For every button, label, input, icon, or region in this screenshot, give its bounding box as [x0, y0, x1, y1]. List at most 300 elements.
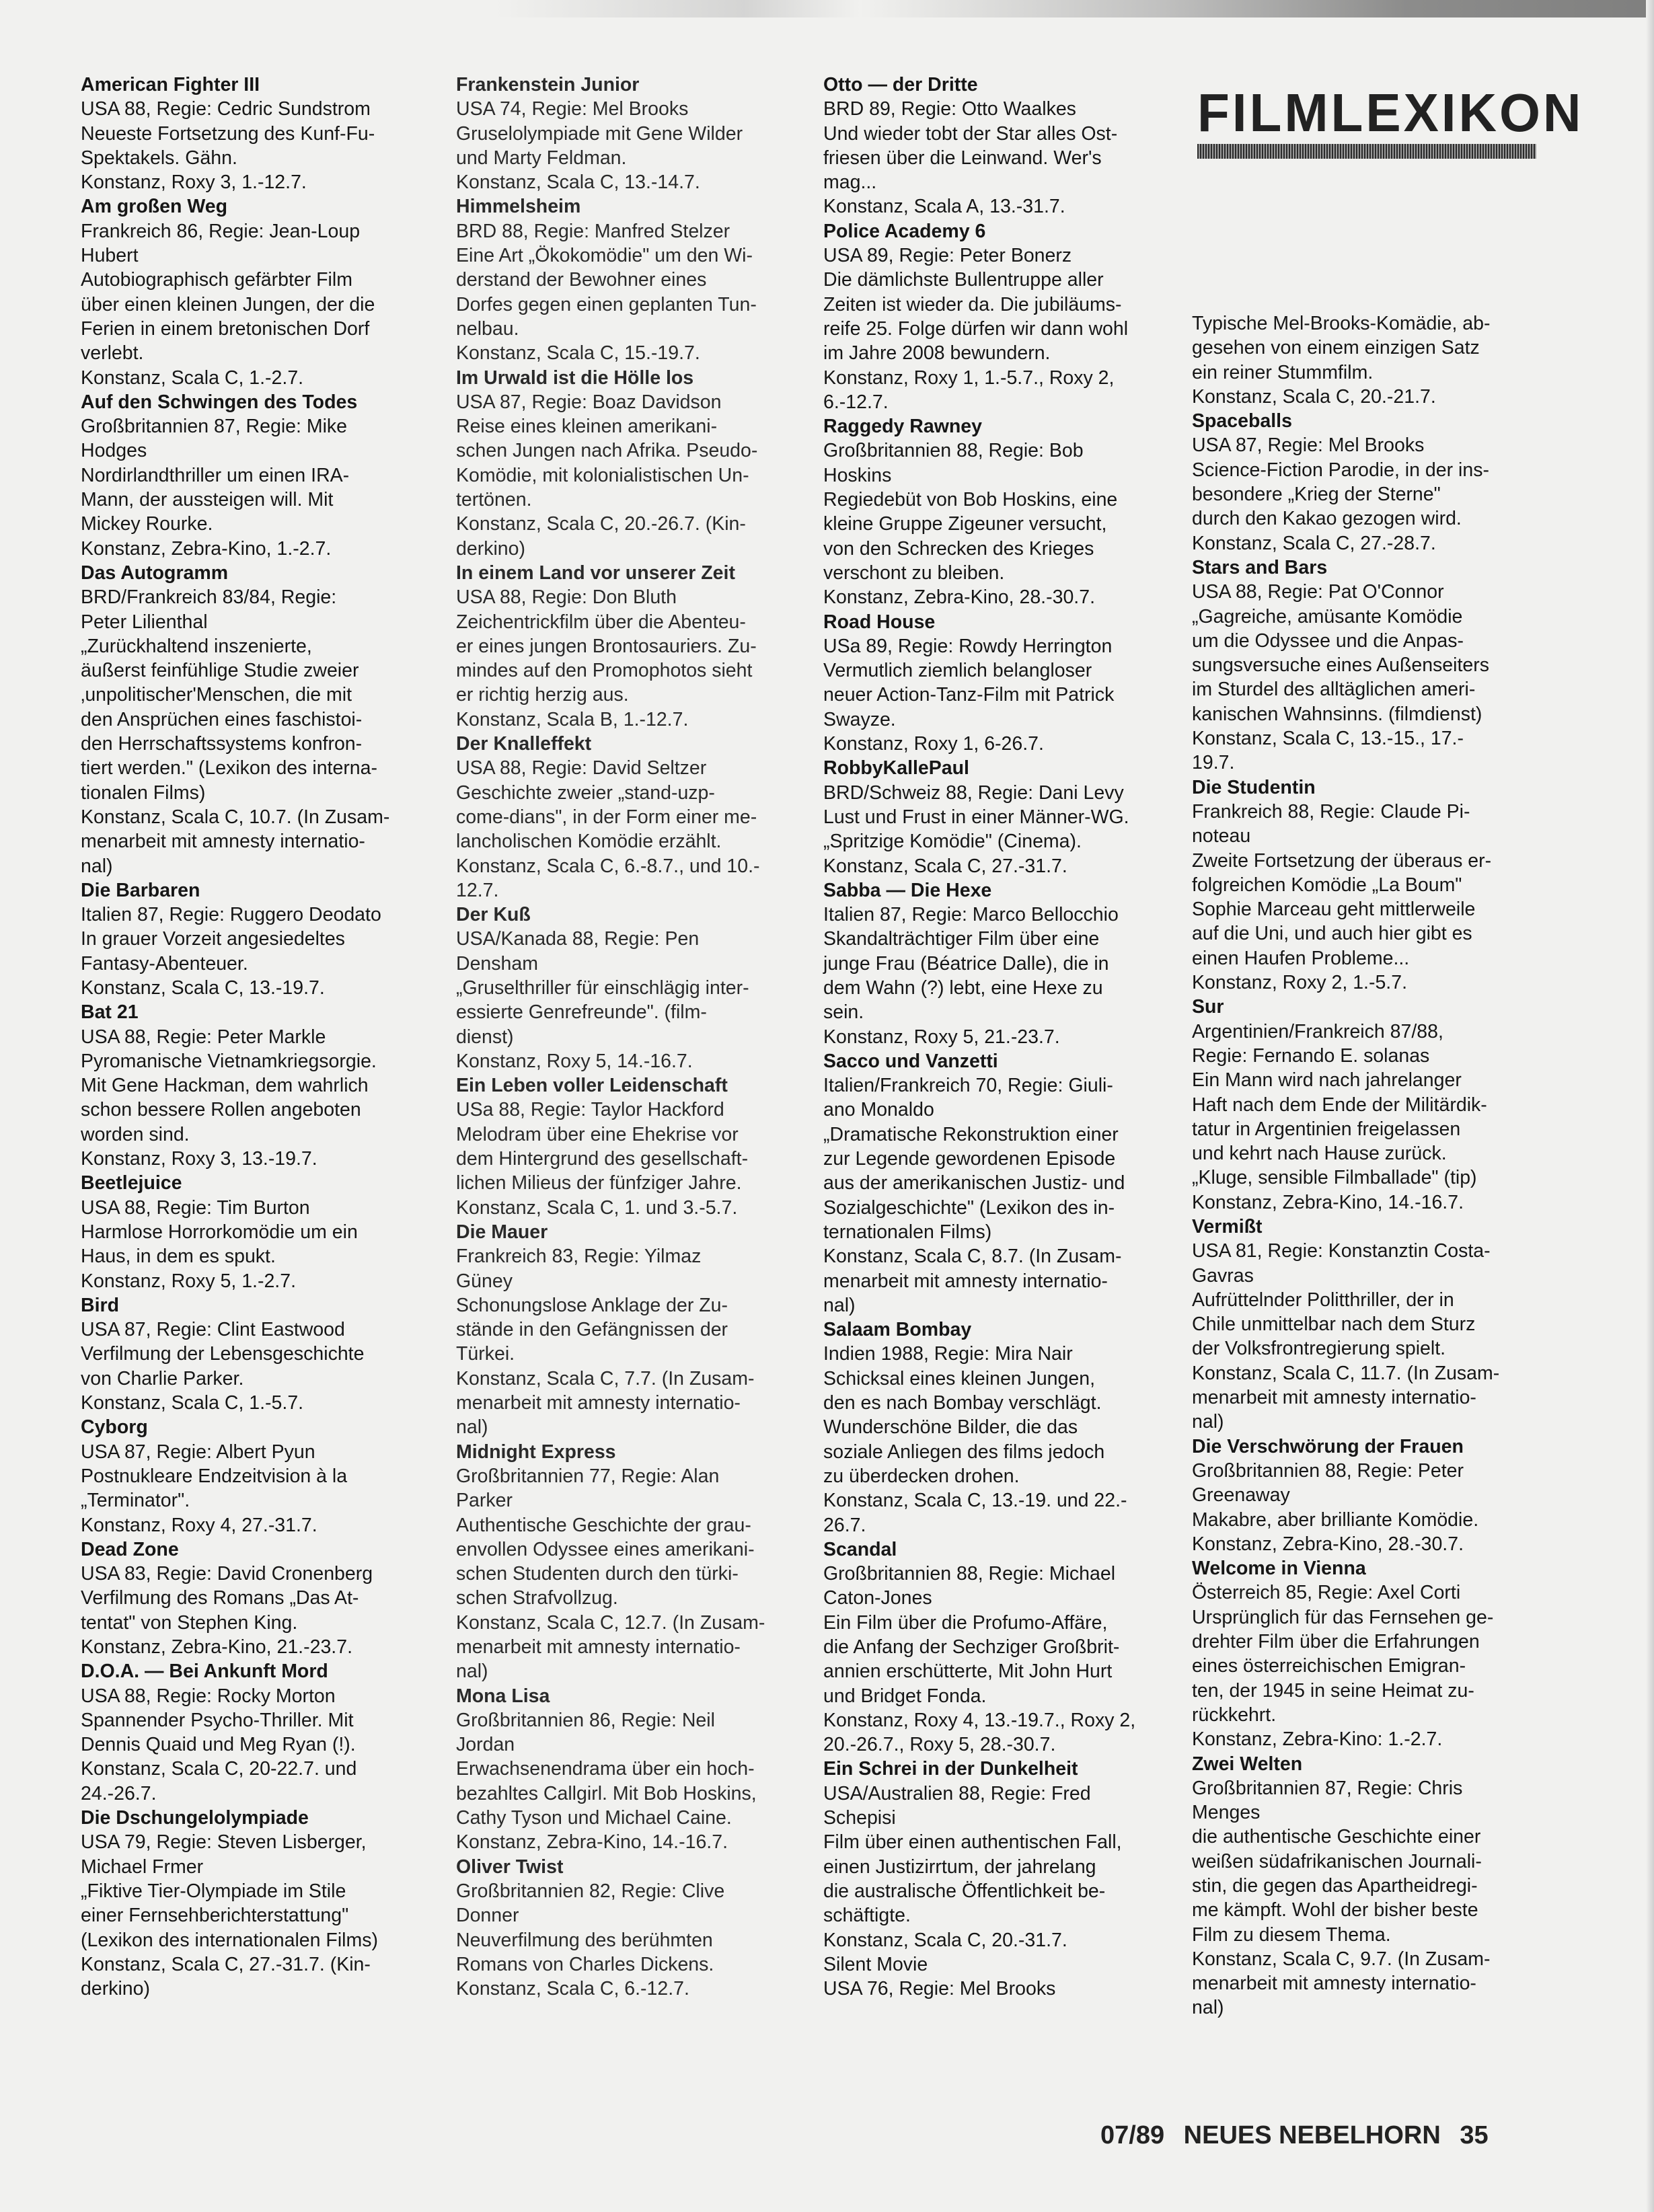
entry-line: Peter Lilienthal	[81, 611, 208, 633]
entry-line: zu überdecken drohen.	[823, 1465, 1020, 1487]
entry-line: neuer Action-Tanz-Film mit Patrick	[823, 684, 1115, 706]
column-1	[81, 73, 433, 2001]
entry-line: dem Wahn (?) lebt, eine Hexe zu	[823, 977, 1103, 999]
entry-line: „Dramatische Rekonstruktion einer	[823, 1123, 1119, 1145]
entry-line: der Volksfrontregierung spielt.	[1192, 1338, 1446, 1360]
film-title: Die Studentin	[1192, 776, 1316, 798]
entry-line: Schonungslose Anklage der Zu-	[456, 1294, 728, 1316]
entry-line: envollen Odyssee eines amerikani-	[456, 1538, 755, 1560]
entry-line: Neueste Fortsetzung des Kunf-Fu-	[81, 122, 375, 145]
entry-line: kanischen Wahnsinns. (filmdienst)	[1192, 703, 1482, 725]
entry-line: Postnukleare Endzeitvision à la	[81, 1465, 348, 1487]
entry-line: 6.-12.7.	[823, 391, 889, 413]
entry-line: „Terminator".	[81, 1490, 190, 1512]
entry-line: Nordirlandthriller um einen IRA-	[81, 464, 350, 486]
scan-top-edge	[0, 0, 1654, 17]
film-title: Ein Schrei in der Dunkelheit	[823, 1758, 1078, 1780]
film-title: Bird	[81, 1294, 119, 1316]
entry-line: Hoskins	[823, 464, 892, 486]
entry-line: im Jahre 2008 bewundern.	[823, 342, 1051, 365]
entry-line: Ursprünglich für das Fernsehen ge-	[1192, 1606, 1494, 1628]
entry-line: Konstanz, Roxy 4, 27.-31.7.	[81, 1514, 317, 1536]
entry-line: Konstanz, Scala C, 11.7. (In Zusam-	[1192, 1362, 1500, 1384]
entry-line: schen Studenten durch den türki-	[456, 1563, 739, 1585]
entry-line: Hodges	[81, 440, 147, 462]
entry-line: „Gagreiche, amüsante Komödie	[1192, 605, 1463, 627]
film-title: Road House	[823, 611, 936, 633]
entry-line: Harmlose Horrorkomödie um ein	[81, 1221, 358, 1243]
film-title: In einem Land vor unserer Zeit	[456, 562, 735, 584]
entry-line: schon bessere Rollen angeboten	[81, 1099, 361, 1121]
entry-line: den Herrschaftssystems konfron-	[81, 733, 363, 755]
entry-line: lichen Milieus der fünfziger Jahre.	[456, 1172, 742, 1194]
entry-line: „Fiktive Tier-Olympiade im Stile	[81, 1880, 346, 1902]
entry-line: schen Strafvollzug.	[456, 1587, 618, 1609]
entry-line: Densham	[456, 952, 538, 975]
entry-line: Spannender Psycho-Thriller. Mit	[81, 1709, 354, 1731]
entry-line: mindes auf den Promophotos sieht	[456, 660, 753, 682]
entry-line: ein reiner Stummfilm.	[1192, 361, 1374, 383]
film-title: Im Urwald ist die Hölle los	[456, 367, 694, 389]
entry-line: Chile unmittelbar nach dem Sturz	[1192, 1313, 1476, 1336]
entry-line: USA 87, Regie: Boaz Davidson	[456, 391, 722, 413]
entry-line: Großbritannien 87, Regie: Mike	[81, 416, 348, 438]
entry-line: Großbritannien 77, Regie: Alan	[456, 1465, 720, 1487]
film-title: Sacco und Vanzetti	[823, 1050, 998, 1072]
entry-line: verlebt.	[81, 342, 144, 365]
film-entry	[1192, 1556, 1538, 1751]
film-title: Zwei Welten	[1192, 1753, 1303, 1775]
film-entry	[81, 1293, 433, 1415]
entry-line: Konstanz, Scala C, 15.-19.7.	[456, 342, 700, 365]
film-title: D.O.A. — Bei Ankunft Mord	[81, 1661, 328, 1683]
entry-line: „Spritzige Komödie" (Cinema).	[823, 831, 1082, 853]
entry-line: stände in den Gefängnissen der	[456, 1319, 728, 1341]
entry-line: schäftigte.	[823, 1905, 911, 1927]
film-entry	[1192, 775, 1538, 995]
entry-line: Science-Fiction Parodie, in der ins-	[1192, 459, 1489, 481]
entry-line: BRD/Frankreich 83/84, Regie:	[81, 586, 337, 609]
entry-line: (Lexikon des internationalen Films)	[81, 1929, 378, 1951]
entry-line: Pyromanische Vietnamkriegsorgie.	[81, 1050, 377, 1072]
entry-line: sein.	[823, 1001, 864, 1024]
film-title: Die Mauer	[456, 1221, 548, 1243]
entry-line: reife 25. Folge dürfen wir dann wohl	[823, 317, 1129, 340]
entry-line: menarbeit mit amnesty internatio-	[81, 831, 365, 853]
entry-line: Konstanz, Zebra-Kino, 21.-23.7.	[81, 1636, 352, 1658]
entry-line: Die dämlichste Bullentruppe aller	[823, 269, 1104, 291]
entry-line: Ferien in einem bretonischen Dorf	[81, 317, 370, 340]
film-entry	[456, 1855, 798, 2001]
entry-line: er richtig herzig aus.	[456, 684, 629, 706]
entry-line: Konstanz, Scala C, 10.7. (In Zusam-	[81, 806, 390, 828]
entry-line: Großbritannien 86, Regie: Neil	[456, 1709, 715, 1731]
entry-line: „Kluge, sensible Filmballade" (tip)	[1192, 1167, 1477, 1189]
film-entry	[823, 1952, 1169, 2001]
film-entry	[81, 561, 433, 878]
film-title: Sabba — Die Hexe	[823, 879, 992, 901]
entry-line: Konstanz, Zebra-Kino, 28.-30.7.	[823, 586, 1095, 609]
entry-line: folgreichen Komödie „La Boum"	[1192, 874, 1462, 896]
entry-line: me kämpft. Wohl der bisher beste	[1192, 1899, 1478, 1921]
film-title: Der Knalleffekt	[456, 733, 592, 755]
entry-line: Und wieder tobt der Star alles Ost-	[823, 122, 1118, 145]
entry-line: er eines jungen Brontosauriers. Zu-	[456, 635, 757, 657]
film-title: Midnight Express	[456, 1441, 616, 1463]
entry-line: Konstanz, Roxy 5, 14.-16.7.	[456, 1050, 693, 1072]
entry-line: nal)	[81, 855, 113, 877]
entry-line: Typische Mel-Brooks-Komädie, ab-	[1192, 313, 1491, 334]
entry-line: USA 88, Regie: Pat O'Connor	[1192, 581, 1444, 603]
entry-line: Konstanz, Roxy 3, 1.-12.7.	[81, 171, 307, 194]
film-title: Die Dschungelolympiade	[81, 1807, 309, 1829]
entry-line: zur Legende gewordenen Episode	[823, 1148, 1116, 1170]
entry-line: Erwachsenendrama über ein hoch-	[456, 1758, 755, 1780]
entry-line: nal)	[456, 1416, 488, 1439]
film-title: Auf den Schwingen des Todes	[81, 391, 358, 413]
film-title: Beetlejuice	[81, 1172, 182, 1194]
film-entry	[81, 878, 433, 1000]
entry-line: Schicksal eines kleinen Jungen,	[823, 1367, 1095, 1389]
entry-line: Greenaway	[1192, 1484, 1290, 1507]
film-entry	[81, 194, 433, 389]
film-entry	[456, 732, 798, 903]
entry-line: nal)	[456, 1661, 488, 1683]
entry-line: die australische Öffentlichkeit be-	[823, 1880, 1106, 1902]
entry-line: Michael Frmer	[81, 1856, 204, 1878]
entry-line: Gavras	[1192, 1264, 1254, 1287]
entry-line: Haus, in dem es spukt.	[81, 1246, 276, 1268]
entry-line: um die Odyssee und die Anpas-	[1192, 630, 1464, 652]
entry-line: Konstanz, Scala C, 1. und 3.-5.7.	[456, 1196, 738, 1219]
entry-line: einer Fernsehberichterstattung"	[81, 1905, 349, 1927]
entry-line: soziale Anliegen des films jedoch	[823, 1441, 1105, 1463]
film-title: Police Academy 6	[823, 220, 986, 242]
entry-line: Großbritannien 88, Regie: Bob	[823, 440, 1084, 462]
entry-line: Skandalträchtiger Film über eine	[823, 928, 1100, 950]
entry-line: Konstanz, Scala A, 13.-31.7.	[823, 196, 1065, 218]
entry-line: Neuverfilmung des berühmten	[456, 1929, 713, 1951]
film-entry	[456, 1440, 798, 1684]
entry-line: tertönen.	[456, 489, 532, 511]
entry-line: Autobiographisch gefärbter Film	[81, 269, 352, 291]
film-entry	[81, 1415, 433, 1537]
entry-line: rückkehrt.	[1192, 1704, 1277, 1726]
entry-line: stin, die gegen das Apartheidregi-	[1192, 1875, 1478, 1897]
entry-line: über einen kleinen Jungen, der die	[81, 293, 375, 315]
entry-line: Konstanz, Scala C, 27.-28.7.	[1192, 532, 1436, 554]
film-title: Der Kuß	[456, 904, 531, 926]
entry-line: Konstanz, Scala C, 20.-31.7.	[823, 1929, 1067, 1951]
film-entry	[1192, 556, 1538, 775]
entry-line: USA 87, Regie: Albert Pyun	[81, 1441, 315, 1463]
entry-line: Großbritannien 88, Regie: Peter	[1192, 1459, 1464, 1482]
entry-line: Österreich 85, Regie: Axel Corti	[1192, 1582, 1461, 1604]
entry-line: derkino)	[81, 1978, 150, 2000]
film-title: Mona Lisa	[456, 1685, 550, 1707]
entry-line: „Zurückhaltend inszenierte,	[81, 635, 312, 657]
masthead-rule	[1197, 144, 1536, 159]
entry-line: einen Haufen Probleme...	[1192, 947, 1410, 969]
entry-line: USA 88, Regie: Cedric Sundstrom	[81, 98, 371, 120]
entry-line: besondere „Krieg der Sterne"	[1192, 484, 1441, 506]
entry-line: Großbritannien 82, Regie: Clive	[456, 1880, 725, 1902]
entry-line: Wunderschöne Bilder, die das	[823, 1416, 1078, 1439]
film-title: Stars and Bars	[1192, 556, 1328, 578]
film-entry	[456, 1220, 798, 1440]
entry-line: Frankreich 86, Regie: Jean-Loup	[81, 220, 361, 242]
entry-line: USA 79, Regie: Steven Lisberger,	[81, 1831, 367, 1854]
entry-line: Lust und Frust in einer Männer-WG.	[823, 806, 1129, 828]
entry-line: nelbau.	[456, 317, 519, 340]
entry-line: und kehrt nach Hause zurück.	[1192, 1143, 1447, 1165]
entry-line: Dorfes gegen einen geplanten Tun-	[456, 293, 757, 315]
entry-line: essierte Genrefreunde". (film-	[456, 1001, 707, 1024]
film-title: Raggedy Rawney	[823, 416, 982, 438]
entry-line: Ein Film über die Profumo-Affäre,	[823, 1611, 1108, 1634]
film-entry	[456, 903, 798, 1073]
film-title: Ein Leben voller Leidenschaft	[456, 1075, 728, 1097]
entry-line: Güney	[456, 1270, 513, 1292]
entry-line: kleine Gruppe Zigeuner versucht,	[823, 513, 1107, 535]
entry-line: Konstanz, Roxy 5, 1.-2.7.	[81, 1270, 296, 1292]
entry-line: Argentinien/Frankreich 87/88,	[1192, 1020, 1443, 1042]
entry-line: junge Frau (Béatrice Dalle), die in	[823, 952, 1109, 975]
column-3	[823, 73, 1169, 2001]
entry-line: Parker	[456, 1490, 513, 1512]
entry-line: und Bridget Fonda.	[823, 1685, 987, 1707]
entry-line: weißen südafrikanischen Journali-	[1192, 1850, 1482, 1872]
entry-line: USa 88, Regie: Taylor Hackford	[456, 1099, 724, 1121]
entry-line: aus der amerikanischen Justiz- und	[823, 1172, 1125, 1194]
entry-line: den Ansprüchen eines faschistoi-	[81, 708, 363, 730]
entry-line: 19.7.	[1192, 752, 1235, 774]
entry-line: sungsversuche eines Außenseiters	[1192, 654, 1490, 677]
film-entry	[823, 1537, 1169, 1757]
entry-line: USA 88, Regie: Tim Burton	[81, 1196, 310, 1219]
column-4	[1192, 311, 1538, 2020]
entry-line: gesehen von einem einzigen Satz	[1192, 337, 1480, 359]
entry-line: Gruselolympiade mit Gene Wilder	[456, 122, 743, 145]
entry-line: USA 88, Regie: Don Bluth	[456, 586, 677, 609]
entry-line: menarbeit mit amnesty internatio-	[456, 1636, 741, 1658]
entry-line: menarbeit mit amnesty internatio-	[1192, 1973, 1476, 1995]
film-entry	[1192, 311, 1538, 409]
entry-line: Vermutlich ziemlich belangloser	[823, 660, 1092, 682]
entry-line: Konstanz, Roxy 2, 1.-5.7.	[1192, 972, 1407, 994]
film-title: Otto — der Dritte	[823, 74, 978, 96]
film-entry	[1192, 409, 1538, 556]
entry-line: dienst)	[456, 1026, 514, 1048]
film-entry	[81, 1659, 433, 1806]
film-entry	[456, 194, 798, 365]
entry-line: von den Schrecken des Krieges	[823, 537, 1094, 560]
film-title: Die Verschwörung der Frauen	[1192, 1435, 1464, 1457]
entry-line: 24.-26.7.	[81, 1782, 157, 1804]
entry-line: Zeichentrickfilm über die Abenteu-	[456, 611, 746, 633]
entry-line: Konstanz, Scala C, 8.7. (In Zusam-	[823, 1246, 1122, 1268]
entry-line: ano Monaldo	[823, 1099, 934, 1121]
entry-line: eines österreichischen Emigran-	[1192, 1655, 1466, 1677]
entry-line: ten, der 1945 in seine Heimat zu-	[1192, 1679, 1474, 1702]
film-title: Scandal	[823, 1538, 897, 1560]
film-entry	[81, 1806, 433, 2001]
film-entry	[456, 1684, 798, 1855]
entry-line: Indien 1988, Regie: Mira Nair	[823, 1343, 1073, 1365]
film-entry	[456, 73, 798, 194]
entry-line: Konstanz, Zebra-Kino, 14.-16.7.	[456, 1831, 728, 1854]
film-title: Himmelsheim	[456, 196, 581, 218]
entry-line: Frankreich 83, Regie: Yilmaz	[456, 1246, 702, 1268]
entry-line: Geschichte zweier „stand-uzp-	[456, 781, 715, 804]
entry-line: Mickey Rourke.	[81, 513, 213, 535]
film-entry	[823, 414, 1169, 609]
entry-line: USA 87, Regie: Mel Brooks	[1192, 434, 1425, 457]
entry-line: Donner	[456, 1905, 519, 1927]
film-entry	[456, 561, 798, 732]
entry-line: USA/Australien 88, Regie: Fred	[823, 1782, 1091, 1804]
film-entry	[1192, 1752, 1538, 2020]
entry-line: nal)	[823, 1294, 856, 1316]
entry-line: 20.-26.7., Roxy 5, 28.-30.7.	[823, 1734, 1056, 1756]
film-entry	[823, 73, 1169, 219]
entry-line: Konstanz, Scala C, 13.-19. und 22.-	[823, 1490, 1127, 1512]
film-entry	[81, 1000, 433, 1171]
entry-line: Konstanz, Roxy 3, 13.-19.7.	[81, 1148, 317, 1170]
column-2	[456, 73, 798, 2001]
entry-line: Italien 87, Regie: Ruggero Deodato	[81, 904, 381, 926]
film-entry	[823, 756, 1169, 878]
entry-line: Verfilmung der Lebensgeschichte	[81, 1343, 365, 1365]
entry-line: schen Jungen nach Afrika. Pseudo-	[456, 440, 758, 462]
film-title: Sur	[1192, 996, 1224, 1018]
film-entry	[1192, 1215, 1538, 1435]
entry-line: Großbritannien 87, Regie: Chris	[1192, 1777, 1463, 1799]
entry-line: 12.7.	[456, 879, 499, 901]
entry-line: annien erschütterte, Mit John Hurt	[823, 1661, 1113, 1683]
entry-line: USA 81, Regie: Konstanztin Costa-	[1192, 1240, 1491, 1262]
entry-line: Verfilmung des Romans „Das At-	[81, 1587, 359, 1609]
entry-line: Zweite Fortsetzung der überaus er-	[1192, 849, 1492, 872]
entry-line: tentat" von Stephen King.	[81, 1611, 298, 1634]
entry-line: Caton-Jones	[823, 1587, 932, 1609]
entry-line: Regie: Fernando E. solanas	[1192, 1044, 1430, 1067]
entry-line: menarbeit mit amnesty internatio-	[823, 1270, 1108, 1292]
entry-line: ‚unpolitischer'Menschen, die mit	[81, 684, 352, 706]
entry-line: Konstanz, Scala C, 1.-2.7.	[81, 367, 304, 389]
entry-line: USA 88, Regie: Peter Markle	[81, 1026, 326, 1048]
entry-line: Konstanz, Roxy 5, 21.-23.7.	[823, 1026, 1060, 1048]
entry-line: Konstanz, Scala C, 7.7. (In Zusam-	[456, 1367, 755, 1389]
entry-line: Reise eines kleinen amerikani-	[456, 416, 718, 438]
entry-line: noteau	[1192, 825, 1251, 847]
film-entry	[823, 610, 1169, 757]
entry-line: USA 87, Regie: Clint Eastwood	[81, 1319, 345, 1341]
film-title: Am großen Weg	[81, 196, 227, 218]
film-entry	[81, 390, 433, 561]
entry-line: ternationalen Films)	[823, 1221, 992, 1243]
entry-line: einen Justizirrtum, der jahrelang	[823, 1856, 1096, 1878]
entry-line: USa 89, Regie: Rowdy Herrington	[823, 635, 1113, 657]
entry-line: tionalen Films)	[81, 781, 206, 804]
entry-line: Melodram über eine Ehekrise vor	[456, 1123, 739, 1145]
entry-line: tiert werden." (Lexikon des interna-	[81, 757, 377, 779]
entry-line: Sophie Marceau geht mittlerweile	[1192, 899, 1476, 921]
entry-line: derstand der Bewohner eines	[456, 269, 707, 291]
entry-line: Konstanz, Zebra-Kino, 1.-2.7.	[81, 537, 332, 560]
entry-line: Konstanz, Scala C, 13.-19.7.	[81, 977, 325, 999]
entry-line: Film über einen authentischen Fall,	[823, 1831, 1122, 1854]
page-number: 35	[1460, 2121, 1489, 2149]
film-title: American Fighter III	[81, 74, 260, 96]
film-entry	[1192, 1435, 1538, 1556]
entry-line: USA 89, Regie: Peter Bonerz	[823, 245, 1072, 267]
film-entry	[81, 1171, 433, 1293]
entry-line: Türkei.	[456, 1343, 515, 1365]
film-title: Bat 21	[81, 1001, 139, 1024]
entry-line: In grauer Vorzeit angesiedeltes	[81, 928, 345, 950]
entry-line: auf die Uni, und auch hier gibt es	[1192, 923, 1472, 945]
film-title: Cyborg	[81, 1416, 148, 1439]
entry-line: BRD 89, Regie: Otto Waalkes	[823, 98, 1076, 120]
entry-line: Jordan	[456, 1734, 515, 1756]
entry-line: durch den Kakao gezogen wird.	[1192, 508, 1462, 530]
film-entry	[456, 366, 798, 561]
entry-line: Cathy Tyson und Michael Caine.	[456, 1807, 732, 1829]
film-title: Dead Zone	[81, 1538, 179, 1560]
film-title: RobbyKallePaul	[823, 757, 969, 779]
entry-line: Großbritannien 88, Regie: Michael	[823, 1563, 1116, 1585]
scan-right-edge	[1646, 0, 1654, 2212]
film-title: Spaceballs	[1192, 410, 1292, 432]
entry-line: Authentische Geschichte der grau-	[456, 1514, 751, 1536]
entry-line: 26.7.	[823, 1514, 866, 1536]
entry-line: Mann, der aussteigen will. Mit	[81, 489, 334, 511]
entry-line: Konstanz, Scala C, 12.7. (In Zusam-	[456, 1611, 765, 1634]
section-masthead	[1197, 83, 1584, 165]
film-title: Das Autogramm	[81, 562, 229, 584]
film-entry	[81, 1537, 433, 1659]
entry-line: im Sturdel des alltäglichen ameri-	[1192, 679, 1476, 701]
page-footer	[1100, 2121, 1544, 2155]
entry-line: Konstanz, Scala C, 20-22.7. und	[81, 1758, 357, 1780]
entry-line: von Charlie Parker.	[81, 1367, 244, 1389]
entry-line: und Marty Feldman.	[456, 147, 627, 169]
entry-line: Konstanz, Zebra-Kino: 1.-2.7.	[1192, 1728, 1443, 1751]
entry-line: menarbeit mit amnesty internatio-	[1192, 1387, 1476, 1409]
entry-line: Regiedebüt von Bob Hoskins, eine	[823, 489, 1118, 511]
entry-line: Hubert	[81, 245, 139, 267]
entry-line: bezahltes Callgirl. Mit Bob Hoskins,	[456, 1782, 757, 1804]
entry-line: Konstanz, Scala C, 13.-15., 17.-	[1192, 728, 1464, 750]
entry-line: Haft nach dem Ende der Militärdik-	[1192, 1094, 1487, 1116]
entry-line: Konstanz, Scala B, 1.-12.7.	[456, 708, 689, 730]
entry-line: Frankreich 88, Regie: Claude Pi-	[1192, 800, 1470, 823]
film-title: Salaam Bombay	[823, 1319, 972, 1341]
film-title: Vermißt	[1192, 1215, 1263, 1237]
entry-line: Konstanz, Zebra-Kino, 28.-30.7.	[1192, 1533, 1464, 1555]
entry-line: Fantasy-Abenteuer.	[81, 952, 248, 975]
film-title: Frankenstein Junior	[456, 74, 640, 96]
entry-line: Makabre, aber brilliante Komödie.	[1192, 1509, 1479, 1531]
entry-line: äußerst feinfühlige Studie zweier	[81, 660, 359, 682]
entry-line: Konstanz, Scala C, 20.-26.7. (Kin-	[456, 513, 746, 535]
entry-line: den es nach Bombay verschlägt.	[823, 1392, 1102, 1414]
entry-line: Konstanz, Scala C, 6.-8.7., und 10.-	[456, 855, 760, 877]
entry-line: Konstanz, Scala C, 13.-14.7.	[456, 171, 700, 194]
entry-line: Konstanz, Scala C, 6.-12.7.	[456, 1978, 689, 2000]
entry-line: Konstanz, Scala C, 27.-31.7.	[823, 855, 1067, 877]
